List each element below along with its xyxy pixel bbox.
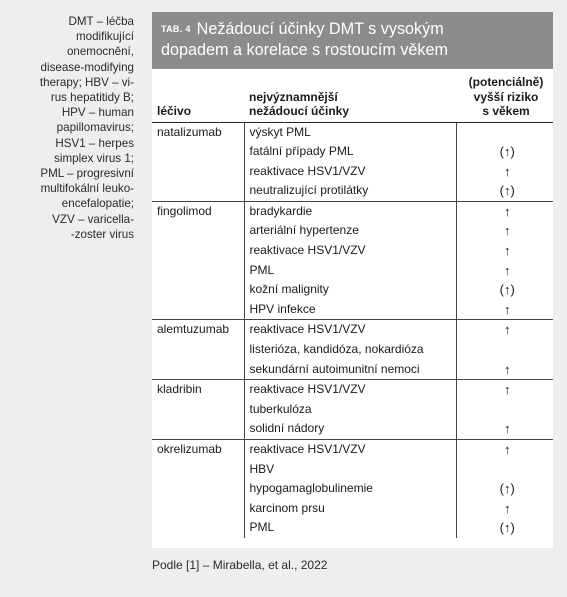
table-row [152, 499, 553, 519]
drug-cell [152, 400, 244, 420]
table-row [152, 241, 553, 261]
risk-cell [456, 400, 553, 420]
risk-cell: (↑) [499, 282, 515, 298]
table-row [152, 261, 553, 281]
table-header-bar [152, 12, 553, 69]
table-row [152, 320, 553, 340]
abbreviation-line: PML – progresivní [40, 167, 134, 181]
col-header-effects: nejvýznamnější nežádoucí účinky [244, 69, 456, 122]
abbreviation-line: -zoster virus [70, 227, 134, 241]
drug-cell: okrelizumab [152, 440, 244, 460]
table-title-line1: Nežádoucí účinky DMT s vysokým [196, 20, 444, 38]
table-title-line2: dopadem a korelace s rostoucím věkem [161, 41, 449, 59]
table-row [152, 221, 553, 241]
drug-cell [152, 479, 244, 499]
risk-cell: ↑ [456, 440, 553, 460]
drug-cell [152, 340, 244, 360]
risk-cell [456, 122, 553, 142]
abbreviation-line: multifokální leuko- [40, 182, 134, 196]
effect-cell: kožní malignity [244, 280, 456, 300]
risk-cell [456, 340, 553, 360]
drug-cell [152, 360, 244, 380]
abbreviation-line: encefalopatie; [61, 197, 134, 211]
table-row [152, 201, 553, 221]
table-row [152, 162, 553, 182]
drug-cell [152, 162, 244, 182]
abbreviation-line: disease-modifying [40, 60, 134, 74]
effect-cell: arteriální hypertenze [244, 221, 456, 241]
effect-cell: karcinom prsu [244, 499, 456, 519]
effect-cell: reaktivace HSV1/VZV [244, 380, 456, 400]
table-row [152, 380, 553, 400]
drug-cell [152, 518, 244, 538]
risk-cell: ↑ [456, 201, 553, 221]
table-row [152, 460, 553, 480]
risk-cell: ↑ [504, 500, 511, 516]
effect-cell: HPV infekce [244, 300, 456, 320]
table-row [152, 440, 553, 460]
drug-cell [152, 261, 244, 281]
abbreviation-line: rus hepatitidy B; [50, 91, 134, 105]
drug-cell [152, 460, 244, 480]
risk-cell: ↑ [456, 320, 553, 340]
effect-cell: solidní nádory [244, 419, 456, 439]
drug-cell [152, 300, 244, 320]
risk-cell: ↑ [504, 163, 511, 179]
risk-cell: ↑ [504, 361, 511, 377]
risk-cell: ↑ [504, 243, 511, 259]
effect-cell: sekundární autoimunitní nemoci [244, 360, 456, 380]
risk-cell: (↑) [499, 183, 515, 199]
effect-cell: PML [244, 518, 456, 538]
effect-cell: neutralizující protilátky [244, 181, 456, 201]
table-row [152, 300, 553, 320]
effect-cell: hypogamaglobulinemie [244, 479, 456, 499]
risk-cell: ↑ [456, 380, 553, 400]
drug-cell: fingolimod [152, 201, 244, 221]
drug-cell [152, 241, 244, 261]
drug-cell [152, 419, 244, 439]
abbreviation-line: therapy; HBV – vi- [39, 75, 134, 89]
table-header-row [152, 69, 553, 122]
abbreviation-line: HPV – human [61, 106, 134, 120]
table-row [152, 360, 553, 380]
drug-cell [152, 280, 244, 300]
risk-cell: ↑ [504, 223, 511, 239]
source-note: Podle [1] – Mirabella, et al., 2022 [152, 558, 328, 572]
effect-cell: reaktivace HSV1/VZV [244, 162, 456, 182]
table-row [152, 340, 553, 360]
abbreviation-line: modifikující [76, 30, 134, 44]
col-header-drug: léčivo [152, 69, 244, 122]
risk-cell: (↑) [499, 144, 515, 160]
table-card [152, 12, 553, 548]
risk-cell [456, 460, 553, 480]
drug-cell [152, 499, 244, 519]
drug-cell [152, 142, 244, 162]
effect-cell: reaktivace HSV1/VZV [244, 320, 456, 340]
table-row [152, 479, 553, 499]
drug-cell [152, 181, 244, 201]
effect-cell: PML [244, 261, 456, 281]
abbreviation-line: VZV – varicella- [52, 212, 134, 226]
effect-cell: tuberkulóza [244, 400, 456, 420]
risk-cell: (↑) [499, 481, 515, 497]
effect-cell: reaktivace HSV1/VZV [244, 241, 456, 261]
adverse-effects-table [152, 69, 553, 538]
effect-cell: bradykardie [244, 201, 456, 221]
risk-cell: (↑) [499, 520, 515, 536]
table-row [152, 280, 553, 300]
table-row [152, 518, 553, 538]
drug-cell: natalizumab [157, 124, 222, 139]
drug-cell: kladribin [152, 380, 244, 400]
abbreviations-note [6, 14, 134, 242]
table-row [152, 142, 553, 162]
table-row [152, 400, 553, 420]
effect-cell: výskyt PML [244, 122, 456, 142]
table-row [152, 181, 553, 201]
drug-cell [152, 221, 244, 241]
col-header-risk: (potenciálně) vyšší riziko s věkem [456, 69, 553, 122]
drug-cell: alemtuzumab [152, 320, 244, 340]
abbreviation-line: papillomavirus; [56, 121, 134, 135]
risk-cell: ↑ [504, 262, 511, 278]
abbreviation-line: simplex virus 1; [54, 151, 134, 165]
table-row [152, 419, 553, 439]
risk-cell: ↑ [504, 421, 511, 437]
table-number: TAB. 4 [161, 24, 191, 34]
abbreviation-line: DMT – léčba [68, 15, 134, 28]
risk-cell: ↑ [504, 301, 511, 317]
effect-cell: fatální případy PML [244, 142, 456, 162]
effect-cell: listerióza, kandidóza, nokardióza [244, 340, 456, 360]
abbreviation-line: HSV1 – herpes [55, 136, 134, 150]
table-body [152, 122, 553, 538]
table-row [152, 122, 553, 142]
abbreviation-line: onemocnění, [66, 45, 134, 59]
effect-cell: reaktivace HSV1/VZV [244, 440, 456, 460]
effect-cell: HBV [244, 460, 456, 480]
